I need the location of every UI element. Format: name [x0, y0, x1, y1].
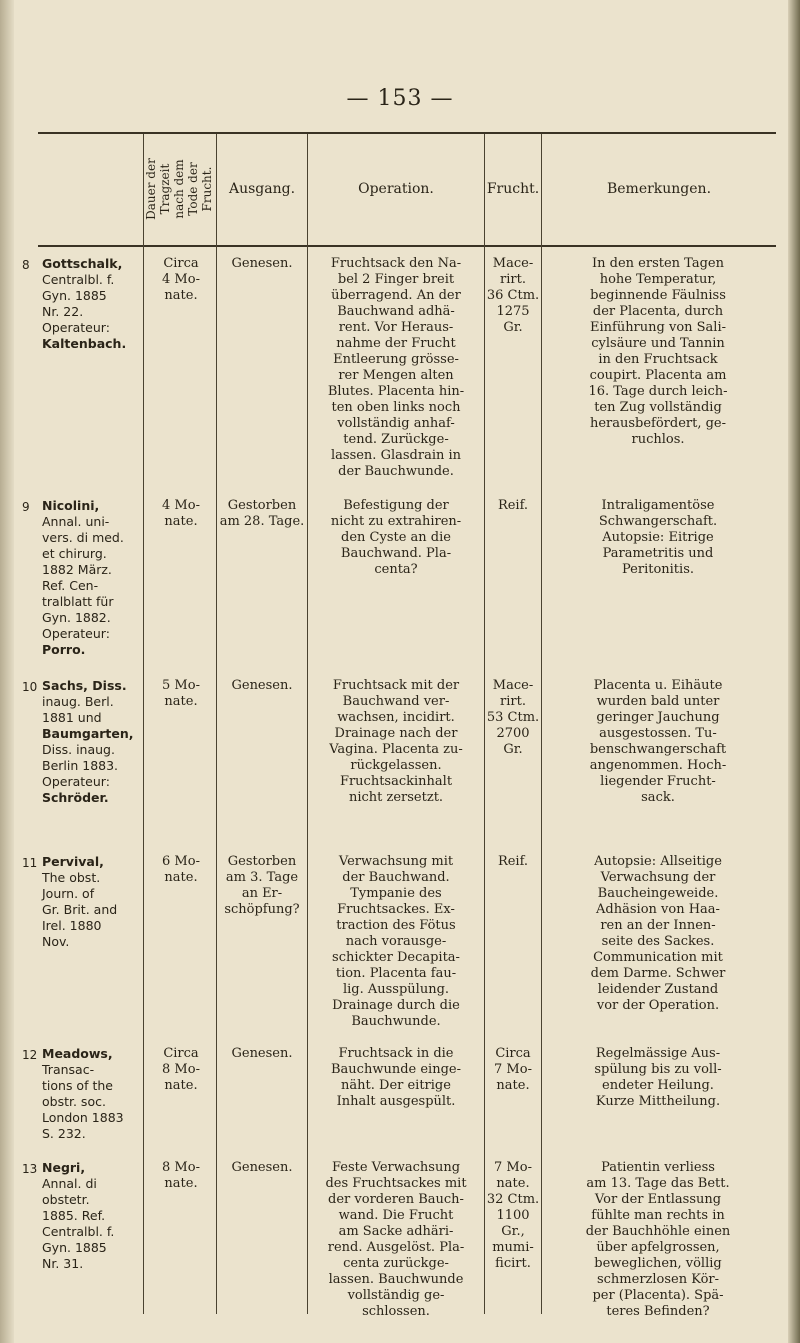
source-cell — [42, 1160, 144, 1272]
author-name: Sachs, Diss. — [42, 678, 127, 693]
author-name-2: Baumgarten, — [42, 726, 134, 741]
ausgang-cell: Genesen. — [231, 1160, 293, 1175]
operation-cell: Fruchtsack den Na- bel 2 Finger breit überragend. An der Bauchwand adhä- rent. Vor Heraus- nahme der Frucht Entleerung grösse- rer Mengen alten Blutes. Placenta hin- ten oben links noch vollständig anhaf- tend. Zurückge- lassen. Glasdrain in der Bauchwunde. — [327, 256, 465, 479]
ausgang-cell: Genesen. — [231, 1046, 293, 1061]
header-frucht: Frucht. — [486, 181, 540, 197]
page-edge-left — [0, 0, 14, 1343]
dauer-cell: 5 Mo- nate. — [162, 678, 200, 709]
row-number: 12 — [22, 1048, 38, 1062]
author-name: Gottschalk, — [42, 256, 123, 271]
operation-cell: Fruchtsack in die Bauchwunde einge- näht. Der eitrige Inhalt ausgespült. — [331, 1046, 461, 1109]
row-number: 10 — [22, 680, 38, 694]
frucht-cell: Mace- rirt. 53 Ctm. 2700 Gr. — [486, 678, 540, 757]
header-ausgang: Ausgang. — [228, 181, 296, 197]
operation-cell: Fruchtsack mit der Bauchwand ver- wachsen, incidirt. Drainage nach der Vagina. Placenta zu- rückgelassen. Fruchtsackinhalt nicht zersetzt. — [329, 678, 463, 805]
ausgang-cell: Gestorben am 28. Tage. — [219, 498, 305, 529]
operator-name: Schröder. — [42, 790, 109, 805]
row-number: 9 — [22, 500, 30, 514]
dauer-cell: 4 Mo- nate. — [162, 498, 200, 529]
author-name: Pervival, — [42, 854, 104, 869]
operation-cell: Befestigung der nicht zu extrahiren- den Cyste an die Bauchwand. Pla- centa? — [330, 498, 462, 577]
dauer-cell: 8 Mo- nate. — [162, 1160, 200, 1191]
source-text: Centralbl. f. Gyn. 1885 Nr. 22. Operateur: — [42, 272, 115, 335]
row-number: 13 — [22, 1162, 38, 1176]
source-text: Annal. uni- vers. di med. et chirurg. 1882 März. Ref. Cen- tralblatt für Gyn. 1882. Operateur: — [42, 514, 124, 641]
frucht-cell: Reif. — [497, 498, 529, 513]
dauer-cell: Circa 4 Mo- nate. — [162, 256, 200, 303]
page-edge-right — [788, 0, 800, 1343]
source-text: The obst. Journ. of Gr. Brit. and Irel. 1880 Nov. — [42, 870, 118, 949]
source-text: Transac- tions of the obstr. soc. London 1883 S. 232. — [42, 1062, 124, 1141]
source-cell — [42, 1046, 144, 1142]
dauer-cell: Circa 8 Mo- nate. — [162, 1046, 200, 1093]
bemerkungen-cell: Autopsie: Allseitige Verwachsung der Baucheingeweide. Adhäsion von Haa- ren an der Innen- seite des Sackes. Communication mit dem Darme. Schwer leidender Zustand vor der Operation. — [590, 854, 726, 1013]
author-name: Meadows, — [42, 1046, 113, 1061]
column-divider — [541, 134, 542, 1314]
operator-name: Porro. — [42, 642, 86, 657]
source-cell — [42, 854, 144, 950]
frucht-cell: 7 Mo- nate. 32 Ctm. 1100 Gr., mumi- ficirt. — [486, 1160, 540, 1271]
dauer-cell: 6 Mo- nate. — [162, 854, 200, 885]
source-text: inaug. Berl. 1881 und — [42, 694, 114, 725]
source-text-2: Diss. inaug. Berlin 1883. Operateur: — [42, 742, 119, 789]
header-bemerkungen: Bemerkungen. — [606, 181, 712, 197]
bemerkungen-cell: Intraligamentöse Schwangerschaft. Autopsie: Eitrige Parametritis und Peritonitis. — [598, 498, 718, 577]
source-cell — [42, 678, 144, 806]
ausgang-cell: Genesen. — [231, 678, 293, 693]
bemerkungen-cell: Patientin verliess am 13. Tage das Bett. Vor der Entlassung fühlte man rechts in der Bauchhöhle einen über apfelgrossen, beweglichen, völlig schmerzlosen Kör- per (Placenta). Spä- teres Befinden? — [585, 1160, 731, 1319]
page-number: — 153 — — [346, 86, 454, 111]
column-divider — [307, 134, 308, 1314]
header-operation: Operation. — [358, 181, 434, 197]
bemerkungen-cell: Placenta u. Eihäute wurden bald unter geringer Jauchung ausgestossen. Tu- benschwangerschaft angenommen. Hoch- liegender Frucht- sack. — [589, 678, 727, 805]
bemerkungen-cell: In den ersten Tagen hohe Temperatur, beginnende Fäulniss der Placenta, durch Einführung von Sali- cylsäure und Tannin in den Fruchtsack coupirt. Placenta am 16. Tage durch leich- ten Zug vollständig herausbefördert, ge- ruchlos. — [588, 256, 728, 447]
column-divider — [216, 134, 217, 1314]
bemerkungen-cell: Regelmässige Aus- spülung bis zu voll- endeter Heilung. Kurze Mittheilung. — [594, 1046, 722, 1109]
header-dauer: Dauer der Tragzeit nach dem Tode der Frucht. — [144, 158, 214, 220]
frucht-cell: Mace- rirt. 36 Ctm. 1275 Gr. — [486, 256, 540, 335]
source-cell — [42, 498, 144, 658]
column-divider — [484, 134, 485, 1314]
author-name: Negri, — [42, 1160, 86, 1175]
ausgang-cell: Gestorben am 3. Tage an Er- schöpfung? — [224, 854, 300, 917]
operator-name: Kaltenbach. — [42, 336, 127, 351]
ausgang-cell: Genesen. — [231, 256, 293, 271]
source-text: Annal. di obstetr. 1885. Ref. Centralbl. f. Gyn. 1885 Nr. 31. — [42, 1176, 115, 1271]
author-name: Nicolini, — [42, 498, 100, 513]
row-number: 8 — [22, 258, 30, 272]
row-number: 11 — [22, 856, 38, 870]
frucht-cell: Circa 7 Mo- nate. — [494, 1046, 532, 1093]
frucht-cell: Reif. — [497, 854, 529, 869]
source-cell — [42, 256, 144, 352]
operation-cell: Verwachsung mit der Bauchwand. Tympanie des Fruchtsackes. Ex- traction des Fötus nach vorausge- schickter Decapita- tion. Placenta fau- lig. Ausspülung. Drainage durch die Bauchwunde. — [332, 854, 460, 1029]
header-bottom-rule — [38, 245, 776, 247]
operation-cell: Feste Verwachsung des Fruchtsackes mit der vorderen Bauch- wand. Die Frucht am Sacke adhäri- rend. Ausgelöst. Pla- centa zurückge- lassen. Bauchwunde vollständig ge- schlossen. — [325, 1160, 467, 1319]
